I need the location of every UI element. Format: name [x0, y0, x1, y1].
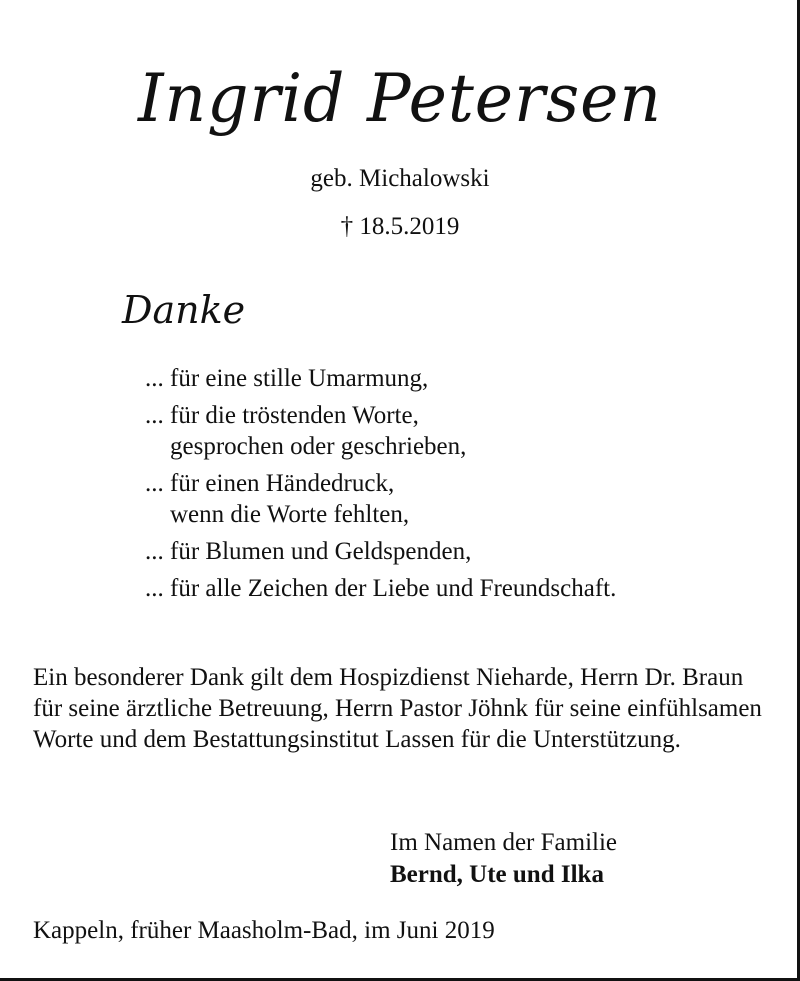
- thanks-item: [145, 468, 616, 530]
- thanks-item-line: ... für einen Händedruck,: [145, 470, 395, 497]
- special-thanks-paragraph: Ein besonderer Dank gilt dem Hospizdienst Nieharde, Herrn Dr. Braun für seine ärztliche Betreuung, Herrn Pastor Jöhnk für seine einfühlsamen Worte und dem Bestattungsinstitut Lassen für die Unterstützung.: [33, 664, 762, 753]
- thanks-list: [145, 363, 616, 610]
- family-signature: [390, 827, 617, 891]
- thanks-item-line: ... für Blumen und Geldspenden,: [145, 538, 472, 565]
- thanks-heading: Danke: [122, 288, 246, 332]
- thanks-item-line: ... für alle Zeichen der Liebe und Freundschaft.: [145, 575, 617, 602]
- deceased-name: Ingrid Petersen: [137, 60, 663, 137]
- place-and-date: Kappeln, früher Maasholm-Bad, im Juni 2019: [33, 917, 495, 944]
- thanks-item-continuation: wenn die Worte fehlten,: [170, 501, 410, 528]
- thanks-item-line: ... für eine stille Umarmung,: [145, 365, 429, 392]
- thanks-item: [145, 573, 616, 604]
- birth-name: geb. Michalowski: [310, 165, 490, 192]
- thanks-item-continuation: gesprochen oder geschrieben,: [170, 433, 467, 460]
- thanks-item: [145, 400, 616, 462]
- thanks-item: [145, 536, 616, 567]
- signature-intro: Im Namen der Familie: [390, 829, 618, 856]
- thanks-item: [145, 363, 616, 394]
- death-date: † 18.5.2019: [340, 213, 460, 240]
- signature-names: Bernd, Ute und Ilka: [390, 861, 604, 888]
- thanks-item-line: ... für die tröstenden Worte,: [145, 402, 419, 429]
